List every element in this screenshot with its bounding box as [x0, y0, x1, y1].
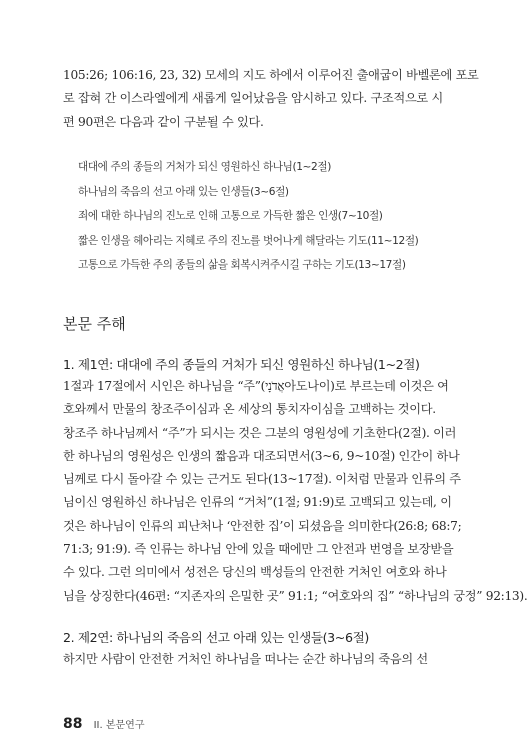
body-line: 님을 상징한다(46편: “지존자의 은밀한 곳” 91:1; “여호와의 집” “하나님의 궁정” 92:13).	[63, 588, 527, 603]
outline-item: 하나님의 죽음의 선고 아래 있는 인생들(3~6절)	[78, 185, 289, 198]
outline-item: 짧은 인생을 헤아리는 지혜로 주의 진노를 벗어나게 해달라는 기도(11~12절)	[78, 234, 419, 247]
structure-outline	[78, 155, 448, 278]
body-line: 호와께서 만물의 창조주이심과 온 세상의 통치자이심을 고백하는 것이다.	[63, 402, 436, 417]
page-footer	[63, 713, 144, 732]
outline-item: 대대에 주의 종들의 거처가 되신 영원하신 하나님(1~2절)	[78, 161, 331, 173]
stanza-2-paragraph	[63, 648, 451, 671]
outline-item: 고통으로 가득한 주의 종들의 삶을 회복시켜주시길 구하는 기도(13~17절)	[78, 259, 406, 272]
subheading-stanza-1: 1. 제1연: 대대에 주의 종들의 거처가 되신 영원하신 하나님(1~2절)	[63, 357, 420, 372]
subheading-stanza-2: 2. 제2연: 하나님의 죽음의 선고 아래 있는 인생들(3~6절)	[63, 630, 369, 645]
intro-paragraph	[63, 64, 479, 134]
page-number: 88	[63, 716, 83, 732]
body-line: 것은 하나님이 인류의 피난처나 ‘안전한 집’이 되셨음을 의미한다(26:8; 68:7;	[63, 518, 462, 533]
outline-item: 죄에 대한 하나님의 진노로 인해 고통으로 가득한 짧은 인생(7~10절)	[78, 210, 383, 223]
body-line: 71:3; 91:9). 즉 인류는 하나님 안에 있을 때에만 그 안전과 번영을 보장받을	[63, 542, 454, 557]
section-heading: 본문 주해	[63, 315, 126, 333]
body-line: 한 하나님의 영원성은 인생의 짧음과 대조되면서(3~6, 9~10절) 인간이 하나	[63, 448, 460, 463]
body-line: 창조주 하나님께서 “주”가 되시는 것은 그분의 영원성에 기초한다(2절). 이러	[63, 425, 457, 440]
intro-line: 로 잡혀 간 이스라엘에게 새롭게 일어났음을 암시하고 있다. 구조적으로 시	[63, 91, 443, 106]
body-line: 1절과 17절에서 시인은 하나님을 “주”(אֲדֹנָי아도나이)로 부르는데 이것은 여	[63, 379, 449, 393]
running-footer-section: II. 본문연구	[93, 720, 145, 731]
body-line: 님이신 영원하신 하나님은 인류의 “거처”(1절; 91:9)로 고백되고 있는데, 이	[63, 495, 452, 510]
intro-line: 편 90편은 다음과 같이 구분될 수 있다.	[63, 114, 264, 129]
body-line: 하지만 사람이 안전한 거처인 하나님을 떠나는 순간 하나님의 죽음의 선	[63, 652, 428, 666]
stanza-1-paragraph	[63, 375, 527, 608]
body-line: 수 있다. 그런 의미에서 성전은 당신의 백성들의 안전한 거처인 여호와 하나	[63, 565, 447, 580]
intro-line: 105:26; 106:16, 23, 32) 모세의 지도 하에서 이루어진 출애굽이 바벨론에 포로	[63, 68, 479, 82]
body-line: 님께로 다시 돌아갈 수 있는 근거도 된다(13~17절). 이처럼 만물과 인류의 주	[63, 472, 461, 487]
